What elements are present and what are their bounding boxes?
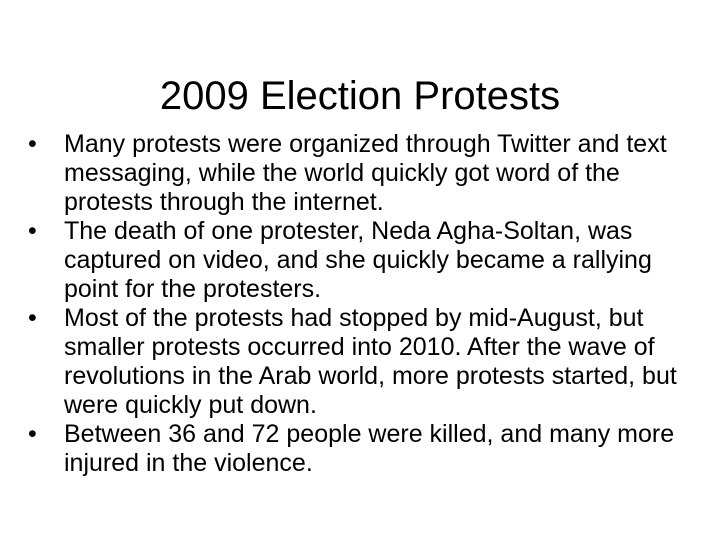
- bullet-item: [28, 130, 700, 217]
- bullet-item: [28, 217, 700, 304]
- bullet-icon: •: [28, 304, 37, 332]
- bullet-text: Most of the protests had stopped by mid-August, but smaller protests occurred into 2010. After the wave of revolutions in the Arab world, more protests started, but were quickly put down.: [64, 304, 677, 419]
- bullet-icon: •: [28, 420, 37, 448]
- bullet-icon: •: [28, 217, 37, 245]
- bullet-list: [28, 130, 700, 478]
- bullet-text: The death of one protester, Neda Agha-Soltan, was captured on video, and she quickly became a rallying point for the protesters.: [64, 217, 652, 303]
- slide-title: 2009 Election Protests: [159, 74, 561, 118]
- bullet-item: [28, 420, 700, 478]
- bullet-text: Between 36 and 72 people were killed, and many more injured in the violence.: [64, 420, 675, 477]
- bullet-icon: •: [28, 130, 37, 158]
- bullet-item: [28, 304, 700, 420]
- bullet-text: Many protests were organized through Twitter and text messaging, while the world quickly got word of the protests through the internet.: [64, 130, 667, 216]
